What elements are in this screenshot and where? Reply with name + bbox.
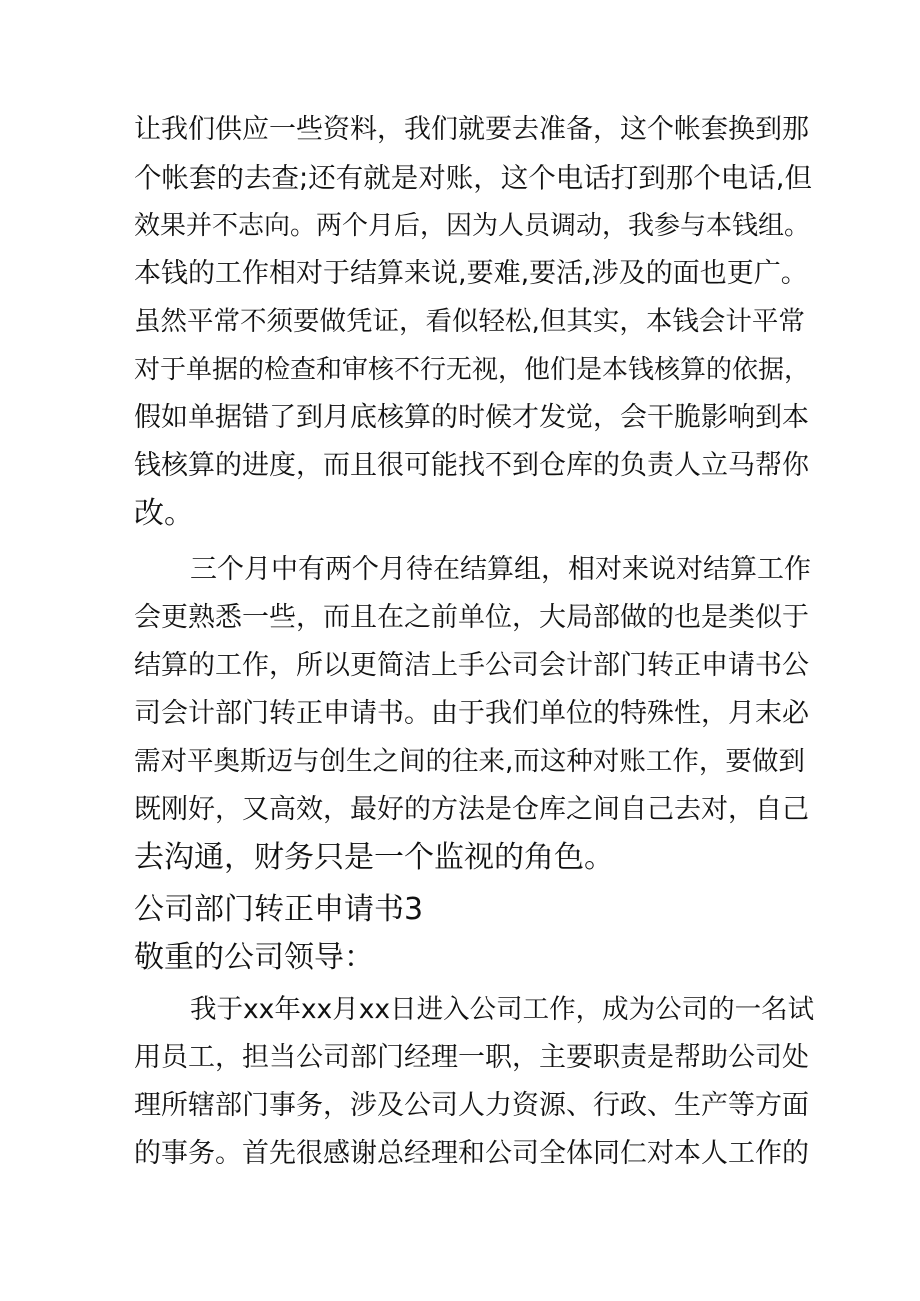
text-line: 结算的工作，所以更简洁上手公司会计部门转正申请书公 (134, 650, 809, 681)
text-line: 虽然平常不须要做凭证，看似轻松,但其实，本钱会计平常 (134, 306, 805, 337)
paragraph-first-line: 我于xx年xx月xx日进入公司工作，成为公司的一名试 (190, 994, 815, 1025)
text-line: 需对平奥斯迈与创生之间的往来,而这种对账工作，要做到 (134, 746, 805, 777)
text-line: 个帐套的去查;还有就是对账，这个电话打到那个电话,但 (134, 162, 813, 194)
text-line: 司会计部门转正申请书。由于我们单位的特殊性，月末必 (134, 698, 809, 729)
section-heading: 公司部门转正申请书3 (134, 892, 424, 927)
paragraph-first-line: 三个月中有两个月待在结算组，相对来说对结算工作 (190, 554, 811, 585)
text-line: 改。 (134, 496, 194, 531)
text-line: 本钱的工作相对于结算来说,要难,要活,涉及的面也更广。 (134, 258, 808, 289)
text-line: 用员工，担当公司部门经理一职，主要职责是帮助公司处 (134, 1042, 809, 1073)
text-line: 钱核算的进度，而且很可能找不到仓库的负责人立马帮你 (134, 450, 809, 481)
salutation: 敬重的公司领导： (134, 940, 374, 975)
text-line: 理所辖部门事务，涉及公司人力资源、行政、生产等方面 (134, 1090, 809, 1121)
text-line: 效果并不志向。两个月后，因为人员调动，我参与本钱组。 (134, 211, 811, 241)
text-line: 对于单据的检查和审核不行无视，他们是本钱核算的依据， (134, 355, 811, 385)
text-line: 既刚好，又高效，最好的方法是仓库之间自己去对，自己 (134, 794, 809, 825)
text-line: 去沟通，财务只是一个监视的角色。 (134, 840, 614, 875)
text-line: 的事务。首先很感谢总经理和公司全体同仁对本人工作的 (134, 1138, 809, 1169)
text-line: 假如单据错了到月底核算的时候才发觉，会干脆影响到本 (134, 402, 809, 433)
text-line: 会更熟悉一些，而且在之前单位，大局部做的也是类似于 (134, 602, 809, 633)
text-line: 让我们供应一些资料，我们就要去准备，这个帐套换到那 (134, 114, 809, 145)
